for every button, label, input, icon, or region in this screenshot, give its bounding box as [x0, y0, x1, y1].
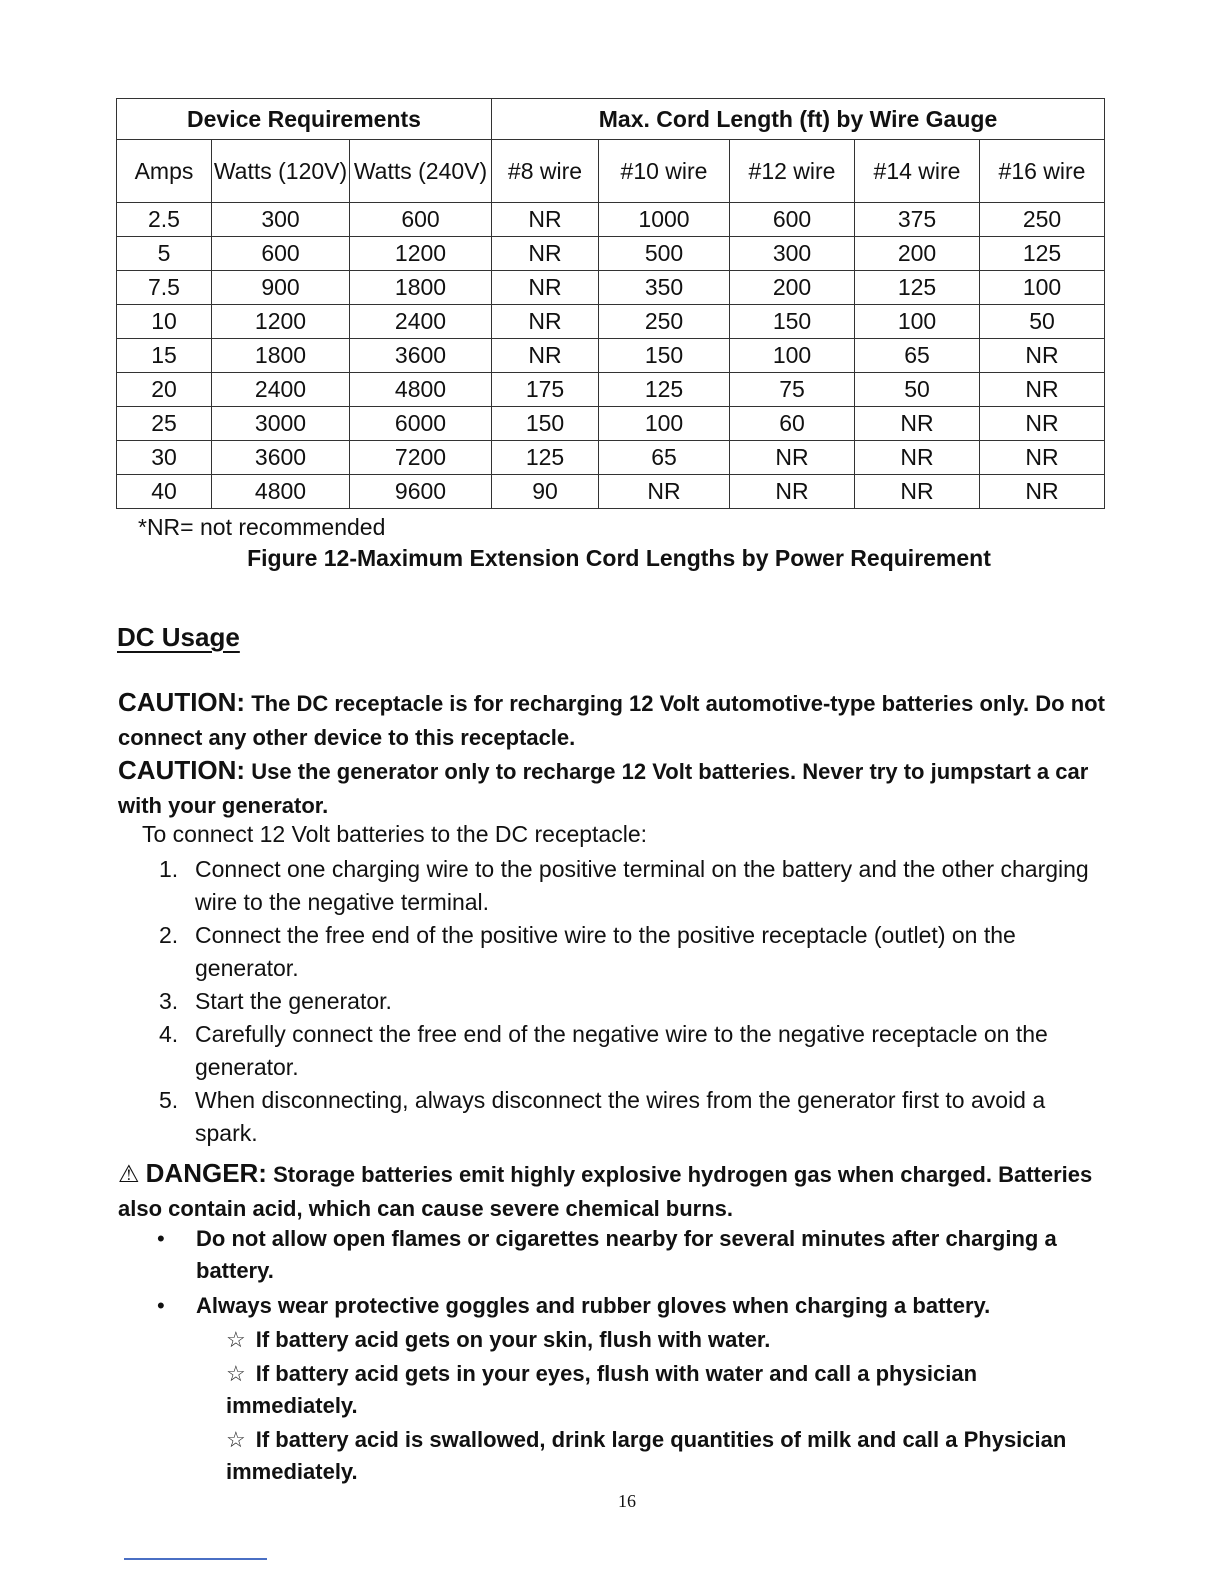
table-cell: 900	[212, 271, 350, 305]
table-row	[117, 237, 1105, 271]
star-icon: ☆	[226, 1327, 246, 1352]
danger-label: DANGER:	[145, 1158, 267, 1188]
star-icon: ☆	[226, 1361, 246, 1386]
step-number: 5.	[159, 1087, 179, 1113]
table-cell: 375	[855, 203, 980, 237]
step-text: Connect the free end of the positive wire to the positive receptacle (outlet) on the generator.	[195, 922, 1016, 981]
table-cell: 200	[730, 271, 855, 305]
figure-caption: Figure 12-Maximum Extension Cord Lengths by Power Requirement	[247, 545, 991, 571]
table-cell: 250	[980, 203, 1105, 237]
step-text: Connect one charging wire to the positive terminal on the battery and the other charging wire to the negative terminal.	[195, 856, 1089, 915]
table-cell: 125	[492, 441, 599, 475]
table-cell: 1200	[350, 237, 492, 271]
step-text: Start the generator.	[195, 988, 392, 1014]
table-cell: 40	[117, 475, 212, 509]
bullet-text: Do not allow open flames or cigarettes nearby for several minutes after charging a battery.	[196, 1226, 1057, 1283]
table-cell: 20	[117, 373, 212, 407]
page-number: 16	[618, 1491, 636, 1511]
table-cell: 2400	[350, 305, 492, 339]
table-cell: 50	[980, 305, 1105, 339]
step-number: 4.	[159, 1021, 179, 1047]
list-item	[0, 1358, 1100, 1422]
table-cell: 125	[599, 373, 730, 407]
table-cell: 75	[730, 373, 855, 407]
footer-divider	[124, 1558, 267, 1560]
table-cell: 100	[730, 339, 855, 373]
list-item	[0, 1324, 1100, 1356]
table-group-header-row	[117, 99, 1105, 140]
step-text: When disconnecting, always disconnect the wires from the generator first to avoid a spark.	[195, 1087, 1046, 1146]
table-cell: 300	[212, 203, 350, 237]
warning-triangle-icon: ⚠	[118, 1161, 140, 1188]
step-number: 1.	[159, 856, 179, 882]
table-cell: NR	[855, 407, 980, 441]
column-header: Watts (240V)	[350, 140, 492, 203]
table-cell: 9600	[350, 475, 492, 509]
group-header-device: Device Requirements	[117, 99, 492, 140]
table-cell: NR	[492, 203, 599, 237]
table-cell: NR	[980, 407, 1105, 441]
table-cell: 600	[730, 203, 855, 237]
table-cell: NR	[730, 475, 855, 509]
table-body	[117, 203, 1105, 509]
table-row	[117, 305, 1105, 339]
list-item	[0, 1424, 1100, 1488]
table-cell: 1200	[212, 305, 350, 339]
star-icon: ☆	[226, 1427, 246, 1452]
table-cell: 6000	[350, 407, 492, 441]
table-cell: 125	[855, 271, 980, 305]
bullet-text: Always wear protective goggles and rubber gloves when charging a battery.	[196, 1293, 991, 1318]
list-item	[0, 1290, 1100, 1322]
table-cell: 100	[980, 271, 1105, 305]
table-cell: 10	[117, 305, 212, 339]
table-cell: 200	[855, 237, 980, 271]
table-cell: NR	[980, 339, 1105, 373]
list-item	[0, 985, 1100, 1018]
table-cell: 3600	[350, 339, 492, 373]
table-cell: 175	[492, 373, 599, 407]
safety-bullet-list	[0, 1223, 1100, 1325]
table-cell: 7.5	[117, 271, 212, 305]
table-row	[117, 271, 1105, 305]
column-header: #16 wire	[980, 140, 1105, 203]
table-cell: 1000	[599, 203, 730, 237]
table-cell: NR	[492, 339, 599, 373]
table-cell: 100	[599, 407, 730, 441]
column-header: #12 wire	[730, 140, 855, 203]
table-cell: 5	[117, 237, 212, 271]
table-cell: 300	[730, 237, 855, 271]
step-number: 2.	[159, 922, 179, 948]
table-cell: 150	[599, 339, 730, 373]
table-cell: NR	[730, 441, 855, 475]
table-row	[117, 475, 1105, 509]
table-cell: 125	[980, 237, 1105, 271]
caution-block-2	[118, 753, 1118, 823]
table-cell: 250	[599, 305, 730, 339]
table-cell: NR	[492, 237, 599, 271]
table-footnote: *NR= not recommended	[138, 514, 386, 540]
table-cell: 3600	[212, 441, 350, 475]
table-cell: 25	[117, 407, 212, 441]
table-cell: 1800	[212, 339, 350, 373]
bullet-icon: •	[157, 1293, 165, 1318]
step-number: 3.	[159, 988, 179, 1014]
step-text: Carefully connect the free end of the negative wire to the negative receptacle on the generator.	[195, 1021, 1048, 1080]
caution-text: The DC receptacle is for recharging 12 Volt automotive-type batteries only. Do not connect any other device to this receptacle.	[118, 691, 1105, 750]
first-aid-text: If battery acid gets in your eyes, flush with water and call a physician immediately.	[226, 1361, 978, 1418]
table-row	[117, 407, 1105, 441]
column-header: Amps	[117, 140, 212, 203]
table-cell: NR	[492, 271, 599, 305]
table-cell: NR	[980, 441, 1105, 475]
column-header: #8 wire	[492, 140, 599, 203]
table-cell: 600	[350, 203, 492, 237]
list-item	[0, 919, 1100, 985]
table-cell: 2400	[212, 373, 350, 407]
table-cell: NR	[980, 373, 1105, 407]
table-cell: NR	[599, 475, 730, 509]
table-row	[117, 441, 1105, 475]
table-cell: 65	[599, 441, 730, 475]
table-cell: 150	[730, 305, 855, 339]
column-header: #14 wire	[855, 140, 980, 203]
table-cell: 350	[599, 271, 730, 305]
table-cell: 2.5	[117, 203, 212, 237]
column-header: #10 wire	[599, 140, 730, 203]
table-cell: 50	[855, 373, 980, 407]
first-aid-text: If battery acid is swallowed, drink large quantities of milk and call a Physician immediately.	[226, 1427, 1067, 1484]
table-cell: 7200	[350, 441, 492, 475]
table-cell: NR	[855, 441, 980, 475]
table-cell: 4800	[212, 475, 350, 509]
table-cell: 30	[117, 441, 212, 475]
table-cell: 150	[492, 407, 599, 441]
table-cell: NR	[980, 475, 1105, 509]
table-row	[117, 203, 1105, 237]
table-cell: 500	[599, 237, 730, 271]
danger-text: Storage batteries emit highly explosive hydrogen gas when charged. Batteries also contain acid, which can cause severe chemical burns.	[118, 1162, 1093, 1221]
bullet-icon: •	[157, 1226, 165, 1251]
list-item	[0, 1223, 1100, 1287]
table-cell: NR	[492, 305, 599, 339]
table-cell: 60	[730, 407, 855, 441]
table-cell: 90	[492, 475, 599, 509]
table-row	[117, 373, 1105, 407]
steps-list	[0, 853, 1100, 1150]
caution-block-1	[118, 685, 1118, 755]
first-aid-text: If battery acid gets on your skin, flush with water.	[255, 1327, 771, 1352]
steps-intro: To connect 12 Volt batteries to the DC receptacle:	[142, 821, 648, 847]
caution-label: CAUTION:	[118, 687, 246, 717]
list-item	[0, 1018, 1100, 1084]
first-aid-list	[0, 1324, 1100, 1490]
section-heading: DC Usage	[117, 622, 240, 652]
list-item	[0, 853, 1100, 919]
danger-block	[118, 1156, 1128, 1226]
table-cell: 100	[855, 305, 980, 339]
table-cell: 4800	[350, 373, 492, 407]
list-item	[0, 1084, 1100, 1150]
table-column-header-row	[117, 140, 1105, 203]
table-cell: 3000	[212, 407, 350, 441]
caution-label: CAUTION:	[118, 755, 246, 785]
group-header-cord-length: Max. Cord Length (ft) by Wire Gauge	[492, 99, 1105, 140]
column-header: Watts (120V)	[212, 140, 350, 203]
table-cell: 65	[855, 339, 980, 373]
table-cell: 15	[117, 339, 212, 373]
extension-cord-table	[116, 98, 1105, 509]
table-cell: NR	[855, 475, 980, 509]
table-cell: 600	[212, 237, 350, 271]
caution-text: Use the generator only to recharge 12 Volt batteries. Never try to jumpstart a car with your generator.	[118, 759, 1089, 818]
table-cell: 1800	[350, 271, 492, 305]
table-row	[117, 339, 1105, 373]
